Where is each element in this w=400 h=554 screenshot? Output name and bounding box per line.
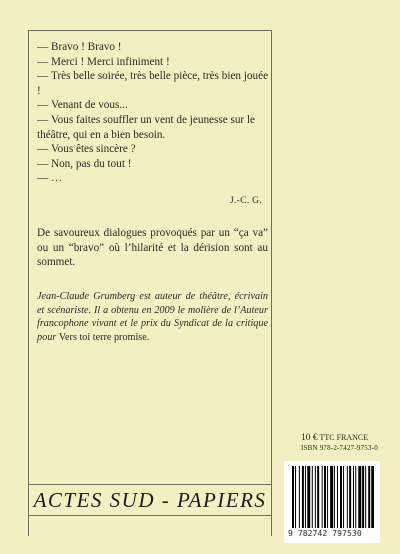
barcode-bar [324, 466, 326, 528]
barcode [284, 461, 380, 543]
signature: J.-C. G. [230, 196, 262, 206]
barcode-bar [355, 466, 356, 528]
barcode-bar [317, 466, 319, 528]
barcode-bar [347, 466, 348, 528]
blurb: De savoureux dialogues provoqués par un “ça va” ou un “bravo” où l’hilarité et la dérision sont au sommet. [37, 227, 268, 269]
barcode-bar [334, 466, 335, 528]
barcode-bar [292, 466, 294, 528]
barcode-bar [353, 466, 354, 528]
barcode-bar [299, 466, 300, 528]
barcode-bar [307, 466, 310, 528]
price-amount: 10 € [301, 433, 318, 443]
barcode-bar [362, 466, 364, 528]
barcode-bar [305, 466, 306, 528]
barcode-bar [295, 466, 296, 528]
author-bio [37, 290, 268, 344]
dialogue-line: — Très belle soirée, très belle pièce, très bien jouée ! [37, 70, 269, 97]
bio-italic: Jean-Claude Grumberg est auteur de théâtre, écrivain et scénariste. Il a obtenu en 2009 le molière de l’Auteur francophone vivant et le prix du Syndicat de la critique pour [37, 291, 268, 343]
barcode-bar [368, 466, 370, 528]
dialogue-line: — Venant de vous... [37, 99, 128, 112]
barcode-bar [349, 466, 351, 528]
barcode-bar [312, 466, 313, 528]
barcode-bar [337, 466, 338, 528]
dialogue-line: — Non, pas du tout ! [37, 157, 132, 170]
bio-title: Vers toi terre promise. [58, 331, 150, 343]
barcode-bar [371, 466, 374, 528]
dialogue-line: — … [37, 172, 63, 185]
dialogue-line: — Merci ! Merci infiniment ! [37, 55, 170, 68]
dialogue-line: — Vous êtes sincère ? [37, 143, 136, 156]
barcode-bar [340, 466, 342, 528]
barcode-bar [302, 466, 304, 528]
barcode-bar [330, 466, 333, 528]
barcode-bar [322, 466, 323, 528]
barcode-bar [327, 466, 328, 528]
barcode-bars [290, 466, 374, 528]
publisher-logo: ACTES SUD - PAPIERS [33, 487, 267, 512]
price [301, 433, 368, 443]
barcode-bar [343, 466, 344, 528]
barcode-bar [315, 466, 316, 528]
publisher-band [28, 484, 272, 516]
isbn: ISBN 978-2-7427-9753-0 [301, 444, 378, 452]
barcode-bar [365, 466, 366, 528]
dialogue-line: — Vous faites souffler un vent de jeunesse sur le théâtre, qui en a bien besoin. [37, 113, 256, 141]
price-suffix: TTC FRANCE [319, 433, 369, 442]
dialogue-line: — Bravo ! Bravo ! [37, 41, 122, 53]
barcode-digits: 9 782742 797530 [288, 529, 362, 538]
dialogue [37, 40, 269, 186]
barcode-bar [358, 466, 361, 528]
